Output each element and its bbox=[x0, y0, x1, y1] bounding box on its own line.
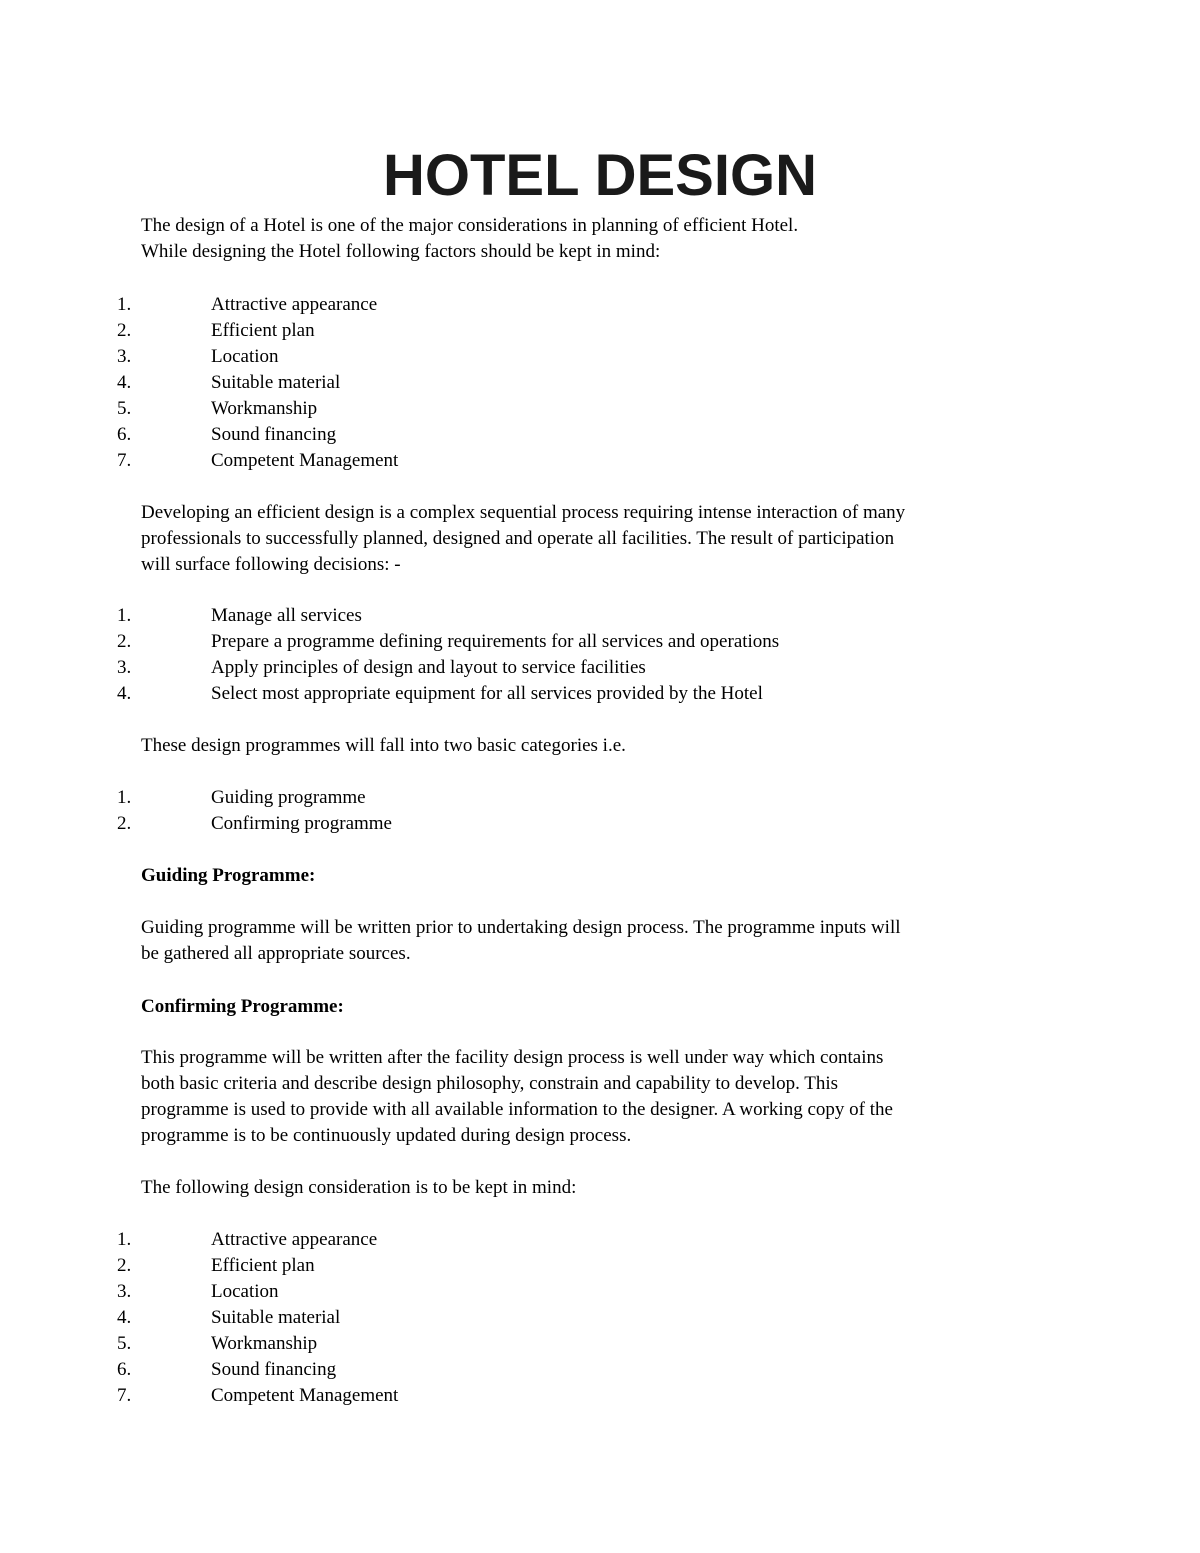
intro-paragraph: The design of a Hotel is one of the major considerations in planning of efficient Hotel. While designing the Hotel following factors should be kept in mind: bbox=[141, 215, 799, 262]
following-paragraph: The following design consideration is to be kept in mind: bbox=[141, 1177, 577, 1198]
list-item bbox=[0, 1305, 1200, 1331]
list-item bbox=[0, 1279, 1200, 1305]
list-number: 7. bbox=[117, 1385, 132, 1406]
list-text: Location bbox=[211, 346, 279, 367]
list-number: 6. bbox=[117, 1359, 132, 1380]
list-number: 2. bbox=[117, 1255, 132, 1276]
categories-paragraph: These design programmes will fall into two basic categories i.e. bbox=[141, 735, 626, 756]
list-item bbox=[0, 292, 1200, 318]
list-item bbox=[0, 603, 1200, 629]
list-number: 1. bbox=[117, 787, 132, 808]
list-text: Efficient plan bbox=[211, 320, 315, 341]
list-item bbox=[0, 811, 1200, 837]
list-item bbox=[0, 1227, 1200, 1253]
considerations-list bbox=[0, 1227, 1200, 1409]
list-text: Attractive appearance bbox=[211, 294, 378, 315]
list-text: Workmanship bbox=[211, 1333, 318, 1354]
list-number: 1. bbox=[117, 605, 132, 626]
list-number: 2. bbox=[117, 631, 132, 652]
list-text: Guiding programme bbox=[211, 787, 366, 808]
list-number: 2. bbox=[117, 320, 132, 341]
list-text: Location bbox=[211, 1281, 279, 1302]
confirming-heading: Confirming Programme: bbox=[141, 996, 344, 1017]
list-item bbox=[0, 785, 1200, 811]
list-text: Efficient plan bbox=[211, 1255, 315, 1276]
list-number: 6. bbox=[117, 424, 132, 445]
list-number: 1. bbox=[117, 294, 132, 315]
list-item bbox=[0, 396, 1200, 422]
list-text: Select most appropriate equipment for all services provided by the Hotel bbox=[211, 683, 763, 704]
page-title: HOTEL DESIGN bbox=[383, 143, 817, 208]
list-number: 3. bbox=[117, 346, 132, 367]
list-item bbox=[0, 370, 1200, 396]
list-number: 3. bbox=[117, 1281, 132, 1302]
list-number: 4. bbox=[117, 372, 132, 393]
list-number: 4. bbox=[117, 1307, 132, 1328]
list-number: 1. bbox=[117, 1229, 132, 1250]
list-item bbox=[0, 1253, 1200, 1279]
list-text: Prepare a programme defining requirements for all services and operations bbox=[211, 631, 780, 652]
categories-list bbox=[0, 785, 1200, 837]
list-item bbox=[0, 422, 1200, 448]
list-number: 5. bbox=[117, 398, 132, 419]
list-number: 3. bbox=[117, 657, 132, 678]
list-item bbox=[0, 681, 1200, 707]
factors-list bbox=[0, 292, 1200, 474]
list-number: 4. bbox=[117, 683, 132, 704]
decisions-list bbox=[0, 603, 1200, 707]
confirming-paragraph: This programme will be written after the facility design process is well under way which contains both basic criteria and describe design philosophy, constrain and capability to develop. This programme is used to provide with all available information to the designer. A working copy of the programme is to be continuously updated during design process. bbox=[141, 1047, 893, 1146]
list-item bbox=[0, 1383, 1200, 1409]
list-number: 5. bbox=[117, 1333, 132, 1354]
list-item bbox=[0, 1331, 1200, 1357]
list-text: Sound financing bbox=[211, 424, 337, 445]
list-text: Attractive appearance bbox=[211, 1229, 378, 1250]
guiding-paragraph: Guiding programme will be written prior to undertaking design process. The programme inputs will be gathered all appropriate sources. bbox=[141, 917, 901, 964]
list-text: Suitable material bbox=[211, 372, 341, 393]
list-text: Manage all services bbox=[211, 605, 362, 626]
list-text: Competent Management bbox=[211, 450, 399, 471]
list-text: Confirming programme bbox=[211, 813, 392, 834]
list-item bbox=[0, 1357, 1200, 1383]
guiding-heading: Guiding Programme: bbox=[141, 865, 316, 886]
list-item bbox=[0, 448, 1200, 474]
list-item bbox=[0, 629, 1200, 655]
list-text: Suitable material bbox=[211, 1307, 341, 1328]
list-item bbox=[0, 655, 1200, 681]
list-text: Apply principles of design and layout to service facilities bbox=[211, 657, 646, 678]
list-text: Sound financing bbox=[211, 1359, 337, 1380]
list-number: 2. bbox=[117, 813, 132, 834]
list-item bbox=[0, 344, 1200, 370]
list-text: Workmanship bbox=[211, 398, 318, 419]
developing-paragraph: Developing an efficient design is a complex sequential process requiring intense interaction of many professionals to successfully planned, designed and operate all facilities. The result of participation will surface following decisions: - bbox=[141, 502, 906, 575]
list-item bbox=[0, 318, 1200, 344]
list-text: Competent Management bbox=[211, 1385, 399, 1406]
list-number: 7. bbox=[117, 450, 132, 471]
